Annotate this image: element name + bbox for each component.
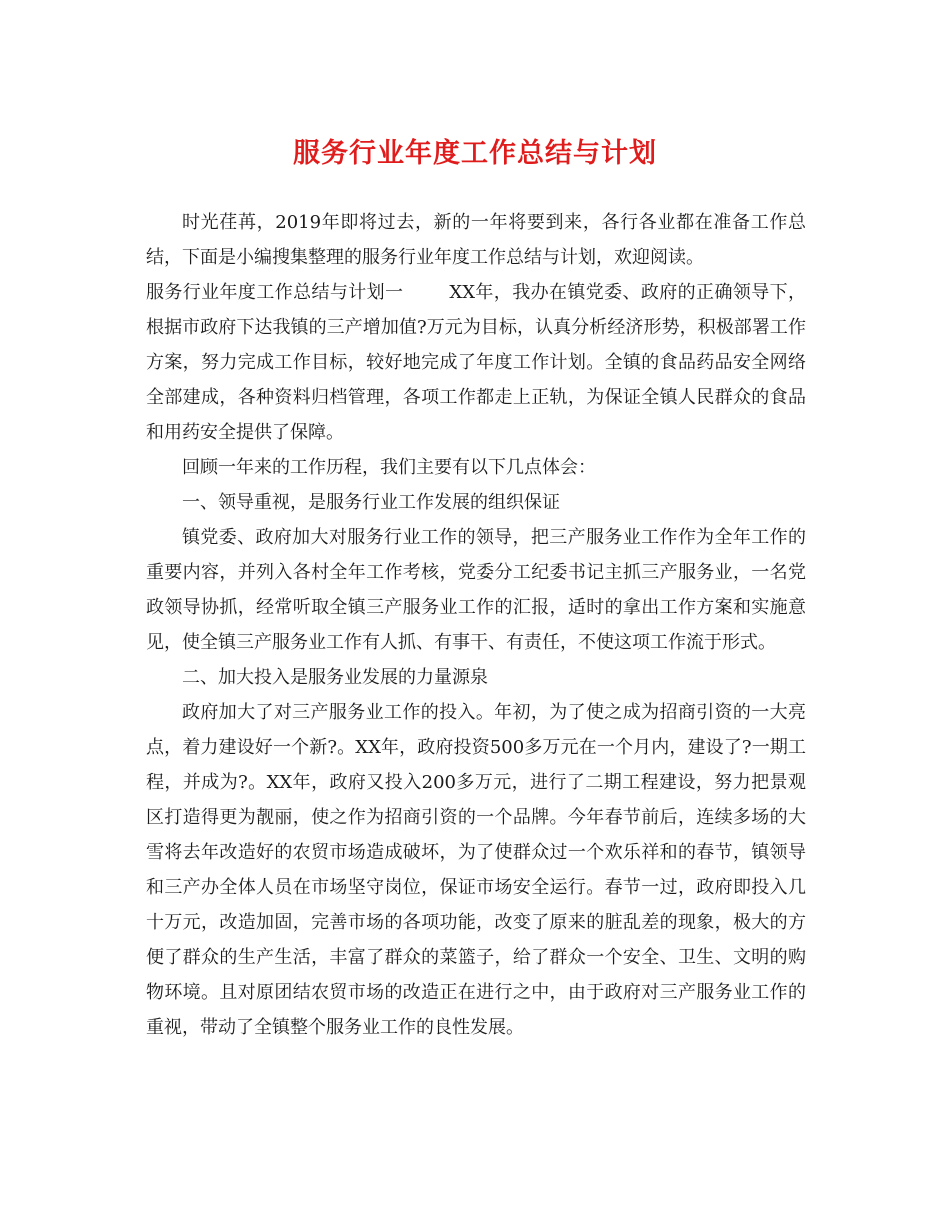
heading-leadership: 一、领导重视，是服务行业工作发展的组织保证 bbox=[182, 492, 560, 513]
heading-investment: 二、加大投入是服务业发展的力量源泉 bbox=[182, 667, 488, 688]
section-paragraph bbox=[146, 275, 806, 450]
intro-paragraph: 时光荏苒，2019年即将过去，新的一年将要到来，各行各业都在准备工作总结，下面是小编搜集整理的服务行业年度工作总结与计划，欢迎阅读。 bbox=[146, 212, 806, 268]
leadership-paragraph: 镇党委、政府加大对服务行业工作的领导，把三产服务业工作作为全年工作的重要内容，并列入各村全年工作考核，党委分工纪委书记主抓三产服务业，一名党政领导协抓，经常听取全镇三产服务业工作的汇报，适时的拿出工作方案和实施意见，使全镇三产服务业工作有人抓、有事干、有责任，不使这项工作流于形式。 bbox=[146, 527, 806, 653]
section-body: XX年，我办在镇党委、政府的正确领导下，根据市政府下达我镇的三产增加值?万元为目标，认真分析经济形势，积极部署工作方案，努力完成工作目标，较好地完成了年度工作计划。全镇的食品药品安全网络全部建成，各种资料归档管理，各项工作都走上正轨，为保证全镇人民群众的食品和用药安全提供了保障。 bbox=[146, 282, 806, 443]
investment-paragraph: 政府加大了对三产服务业工作的投入。年初，为了使之成为招商引资的一大亮点，着力建设好一个新?。XX年，政府投资500多万元在一个月内，建设了?一期工程，并成为?。XX年，政府又投入200多万元，进行了二期工程建设，努力把景观区打造得更为靓丽，使之作为招商引资的一个品牌。今年春节前后，连续多场的大雪将去年改造好的农贸市场造成破坏，为了使群众过一个欢乐祥和的春节，镇领导和三产办全体人员在市场坚守岗位，保证市场安全运行。春节一过，政府即投入几十万元，改造加固，完善市场的各项功能，改变了原来的脏乱差的现象，极大的方便了群众的生产生活，丰富了群众的菜篮子，给了群众一个安全、卫生、文明的购物环境。且对原团结农贸市场的改造正在进行之中，由于政府对三产服务业工作的重视，带动了全镇整个服务业工作的良性发展。 bbox=[146, 702, 806, 1038]
review-paragraph: 回顾一年来的工作历程，我们主要有以下几点体会： bbox=[182, 457, 596, 478]
document-body bbox=[146, 205, 806, 1045]
section-title: 服务行业年度工作总结与计划一 bbox=[146, 282, 404, 303]
document-title: 服务行业年度工作总结与计划 bbox=[293, 138, 657, 169]
